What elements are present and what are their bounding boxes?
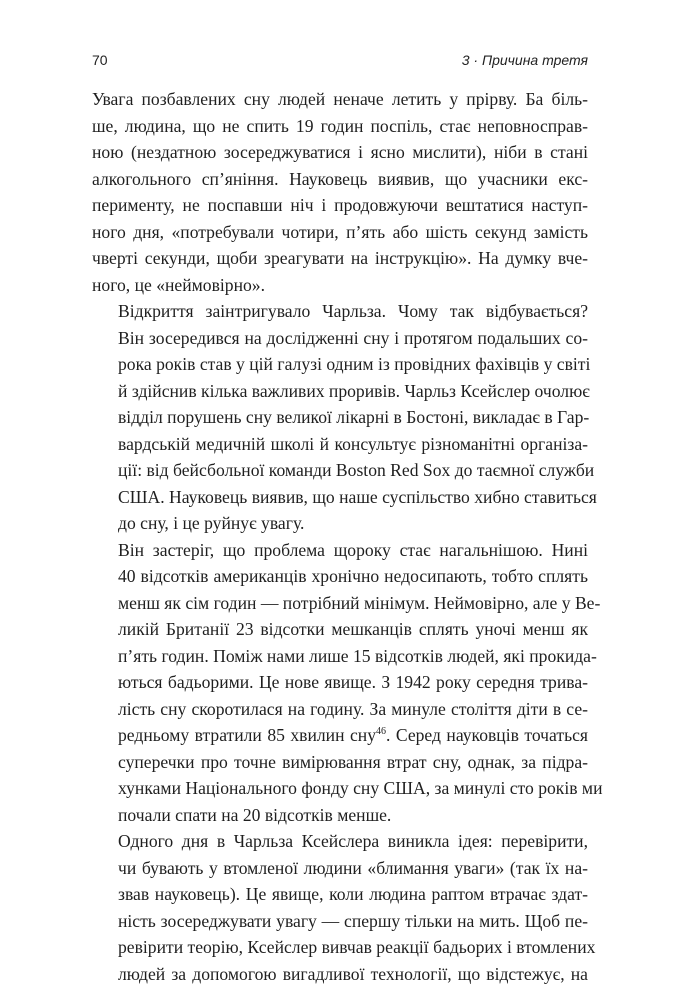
- text-line: почали спати на 20 відсотків менше.: [118, 804, 392, 825]
- text-line: ною (нездатною зосереджуватися і ясно мислити), ніби в стані: [92, 142, 588, 162]
- text-segment: . Серед науковців точаться: [386, 725, 588, 745]
- text-line: звав науковець). Це явище, коли людина раптом втрачає здат-: [118, 884, 588, 904]
- text-line: до сну, і це руйнує увагу.: [118, 513, 305, 533]
- page-header: [92, 52, 588, 72]
- text-line: рока років став у цій галузі одним із провідних фахівців у світі: [118, 354, 591, 374]
- running-head: 3 · Причина третя: [461, 52, 588, 68]
- paragraph-4: [92, 828, 596, 987]
- text-line: хунками Національного фонду сну США, за минулі сто років ми: [118, 778, 603, 798]
- text-line-with-footnote: [92, 722, 588, 749]
- footnote-ref: 46: [376, 726, 386, 738]
- text-line: Увага позбавлених сну людей неначе летить у прірву. Ба біль-: [92, 89, 588, 109]
- text-line: Він застеріг, що проблема щороку стає нагальнішою. Нині: [118, 539, 588, 560]
- text-segment: редньому втратили 85 хвилин сну: [118, 725, 376, 745]
- text-line: чверті секунди, щоби зреагувати на інструкцію». На думку вче-: [92, 248, 588, 268]
- text-line: ції: від бейсбольної команди Boston Red Sox до таємної служби: [118, 460, 595, 480]
- text-line: Одного дня в Чарльза Ксейслера виникла ідея: перевірити,: [118, 831, 588, 851]
- text-line: США. Науковець виявив, що наше суспільство хибно ставиться: [118, 486, 597, 507]
- text-line: ного, це «неймовірно».: [92, 274, 265, 295]
- text-line: алкогольного сп’яніння. Науковець виявив, що учасники екс-: [92, 168, 588, 189]
- body-text: [92, 86, 603, 987]
- text-line: 40 відсотків американців хронічно недосипають, тобто сплять: [118, 566, 588, 586]
- text-line: ного дня, «потребували чотири, п’ять або шість секунд замість: [92, 221, 588, 242]
- page-number: 70: [92, 52, 108, 68]
- text-line: відділ порушень сну великої лікарні в Бостоні, викладає в Гар-: [118, 407, 590, 427]
- text-line: й здійснив кілька важливих проривів. Чарльз Ксейслер очолює: [118, 380, 590, 401]
- text-line: людей за допомогою вигадливої технології, що відстежує, на: [118, 963, 588, 984]
- text-line: ликій Британії 23 відсотки мешканців сплять уночі менш як: [118, 619, 588, 639]
- text-line: перименту, не поспавши ніч і продовжуючи вештатися наступ-: [92, 195, 588, 215]
- text-line: ревірити теорію, Ксейслер вивчав реакції бадьорих і втомлених: [118, 937, 596, 957]
- paragraph-2: [92, 298, 597, 537]
- text-line: ність зосереджувати увагу — спершу тільки на мить. Щоб пе-: [118, 910, 588, 931]
- text-line: лість сну скоротилася на годину. За минуле століття діти в се-: [118, 698, 588, 719]
- text-line: ються бадьорими. Це нове явище. З 1942 року середня трива-: [118, 672, 588, 692]
- paragraph-1: [92, 86, 588, 298]
- text-line: п’ять годин. Поміж нами лише 15 відсотків людей, які прокида-: [118, 645, 597, 666]
- text-line: Він зосередився на дослідженні сну і протягом подальших со-: [118, 327, 588, 348]
- text-line: чи бувають у втомленої людини «блимання уваги» (так їх на-: [118, 857, 588, 878]
- text-line: менш як сім годин — потрібний мінімум. Неймовірно, але у Ве-: [118, 592, 601, 613]
- paragraph-3: [92, 537, 603, 829]
- text-line: Відкриття заінтригувало Чарльза. Чому так відбувається?: [118, 301, 588, 321]
- text-line: вардській медичній школі й консультує різноманітні організа-: [118, 433, 588, 454]
- text-line: ше, людина, що не спить 19 годин поспіль, стає неповносправ-: [92, 115, 588, 136]
- text-line: суперечки про точне вимірювання втрат сну, однак, за підра-: [118, 751, 588, 772]
